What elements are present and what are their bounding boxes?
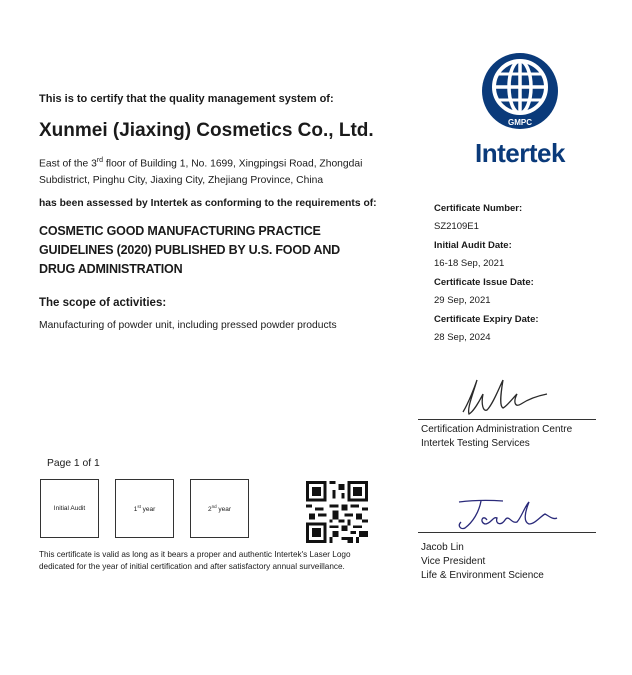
address-superscript: rd — [96, 157, 104, 164]
gmpc-badge: GMPC — [508, 118, 532, 127]
initial-audit-box-label: Initial Audit — [53, 505, 86, 512]
scope-title: The scope of activities: — [39, 297, 167, 309]
signatory-1-block — [421, 423, 572, 451]
scope-text: Manufacturing of powder unit, including pressed powder products — [39, 320, 337, 331]
first-year-number: 1 — [133, 506, 138, 514]
issue-date-label: Certificate Issue Date: — [434, 277, 534, 288]
first-year-word: year — [140, 506, 156, 514]
issue-date-value: 29 Sep, 2021 — [434, 295, 491, 306]
company-name: Xunmei (Jiaxing) Cosmetics Co., Ltd. — [39, 120, 374, 141]
initial-audit-box — [40, 479, 99, 538]
second-year-suffix: nd — [211, 503, 217, 509]
second-year-box-label — [208, 504, 231, 513]
signature-line-1 — [418, 419, 596, 420]
initial-audit-label: Initial Audit Date: — [434, 240, 512, 251]
signatory-2-dept: Life & Environment Science — [421, 570, 544, 581]
first-year-box-label — [134, 504, 156, 513]
signature-2 — [445, 494, 565, 534]
standard-name: COSMETIC GOOD MANUFACTURING PRACTICE GUIDELINES (2020) PUBLISHED BY U.S. FOOD AND DRUG ADMINISTRATION — [39, 224, 340, 276]
signatory-2-title: Vice President — [421, 556, 486, 567]
address-part-1: East of the 3 — [39, 158, 97, 170]
intertek-logo — [470, 51, 570, 169]
company-address — [39, 152, 379, 189]
assessed-statement: has been assessed by Intertek as conforming to the requirements of: — [39, 198, 377, 209]
signatory-1-line2: Intertek Testing Services — [421, 438, 530, 449]
signatory-1-line1: Certification Administration Centre — [421, 424, 573, 435]
address-part-2: floor of Building 1, No. 1699, Xingpingsi Road, Zhongdai Subdistrict, Pinghu City, Jiaxing City, Zhejiang Province, China — [39, 158, 363, 187]
cert-number-value: SZ2109E1 — [434, 221, 479, 232]
second-year-box — [190, 479, 249, 538]
certify-intro: This is to certify that the quality management system of: — [39, 93, 334, 105]
signatory-2-block — [421, 541, 544, 583]
signature-line-2 — [418, 532, 596, 533]
globe-icon — [470, 51, 570, 131]
brand-name: Intertek — [475, 138, 565, 168]
first-year-suffix: st — [137, 503, 141, 509]
signature-1 — [455, 374, 565, 419]
validity-statement: This certificate is valid as long as it bears a proper and authentic Intertek's Laser Logo dedicated for the year of initial certification and after satisfactory annual surveillance. — [39, 550, 351, 571]
second-year-number: 2 — [207, 506, 212, 514]
first-year-box — [115, 479, 174, 538]
page-number: Page 1 of 1 — [47, 458, 100, 469]
initial-audit-value: 16-18 Sep, 2021 — [434, 258, 505, 269]
expiry-date-value: 28 Sep, 2024 — [434, 332, 491, 343]
cert-number-label: Certificate Number: — [434, 203, 523, 214]
qr-code-icon — [306, 481, 368, 543]
second-year-word: year — [216, 506, 232, 514]
expiry-date-label: Certificate Expiry Date: — [434, 314, 539, 325]
signatory-2-name: Jacob Lin — [421, 542, 464, 553]
